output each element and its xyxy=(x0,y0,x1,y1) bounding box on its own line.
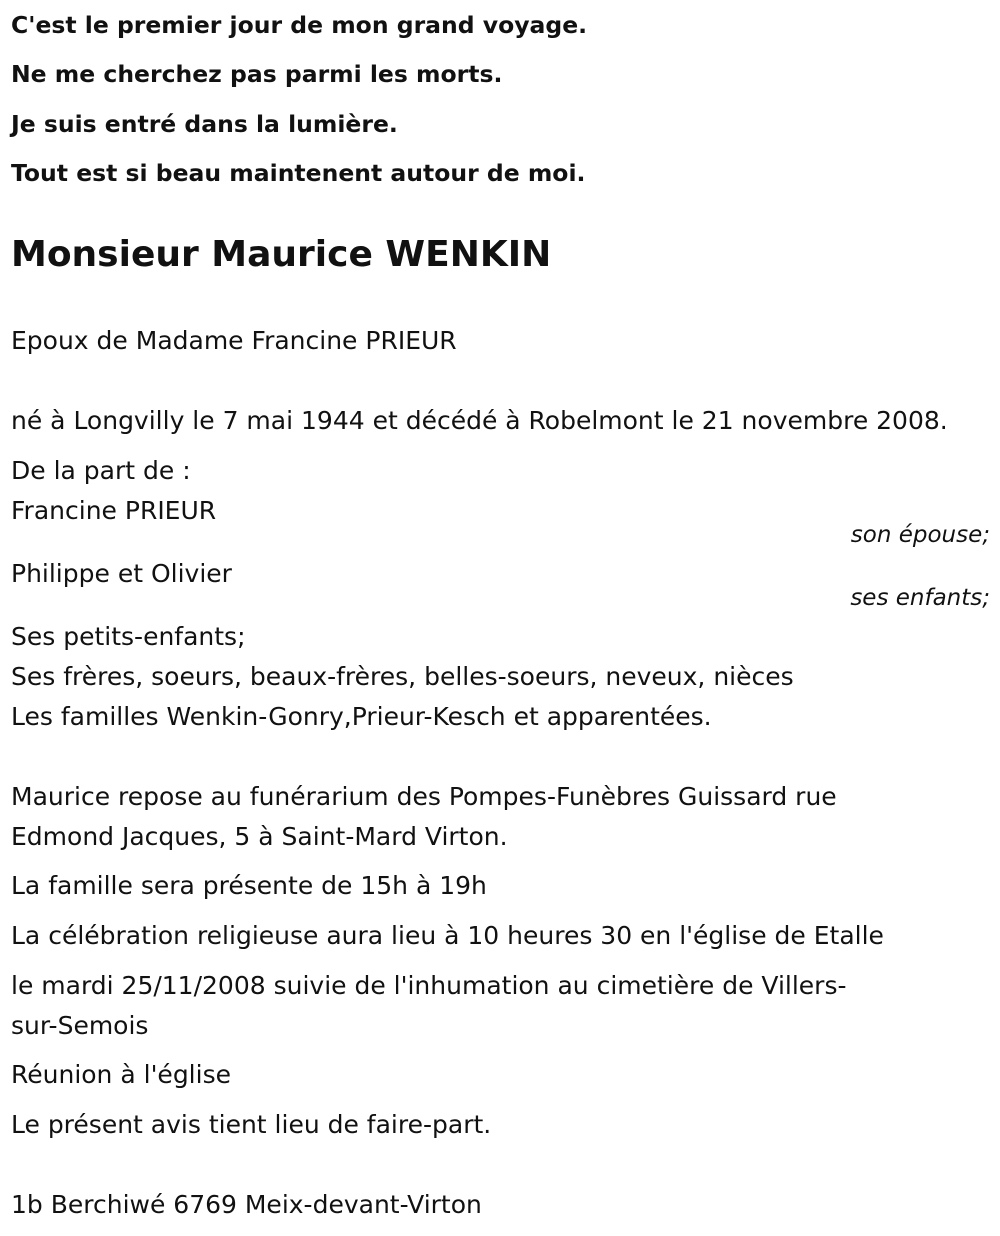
repose-line-2: Edmond Jacques, 5 à Saint-Mard Virton. xyxy=(11,822,508,851)
family-intro: De la part de : xyxy=(11,456,191,485)
poem-line-4: Tout est si beau maintenent autour de moi. xyxy=(11,159,586,187)
repose-line-1: Maurice repose au funérarium des Pompes-Funèbres Guissard rue xyxy=(11,782,837,811)
presence-line: La famille sera présente de 15h à 19h xyxy=(11,871,487,900)
meeting-line: Réunion à l'église xyxy=(11,1060,231,1089)
notice-line: Le présent avis tient lieu de faire-part. xyxy=(11,1110,492,1139)
family-families: Les familles Wenkin-Gonry,Prieur-Kesch et apparentées. xyxy=(11,702,712,731)
family-siblings: Ses frères, soeurs, beaux-frères, belles-soeurs, neveux, nièces xyxy=(11,662,794,691)
poem-line-3: Je suis entré dans la lumière. xyxy=(11,110,398,138)
family-grandchildren: Ses petits-enfants; xyxy=(11,622,246,651)
family-spouse-name: Francine PRIEUR xyxy=(11,496,217,525)
burial-line-2: sur-Semois xyxy=(11,1011,149,1040)
birth-death-line: né à Longvilly le 7 mai 1944 et décédé à Robelmont le 21 novembre 2008. xyxy=(11,406,948,435)
family-spouse-role: son épouse; xyxy=(850,522,990,548)
burial-line-1: le mardi 25/11/2008 suivie de l'inhumation au cimetière de Villers- xyxy=(11,971,847,1000)
address-line: 1b Berchiwé 6769 Meix-devant-Virton xyxy=(11,1190,482,1219)
deceased-name: Monsieur Maurice WENKIN xyxy=(11,234,552,275)
celebration-line: La célébration religieuse aura lieu à 10 heures 30 en l'église de Etalle xyxy=(11,921,884,950)
family-children-role: ses enfants; xyxy=(850,585,990,611)
spouse-line: Epoux de Madame Francine PRIEUR xyxy=(11,326,457,355)
poem-line-1: C'est le premier jour de mon grand voyage. xyxy=(11,11,588,39)
poem-line-2: Ne me cherchez pas parmi les morts. xyxy=(11,60,503,88)
family-children-names: Philippe et Olivier xyxy=(11,559,232,588)
